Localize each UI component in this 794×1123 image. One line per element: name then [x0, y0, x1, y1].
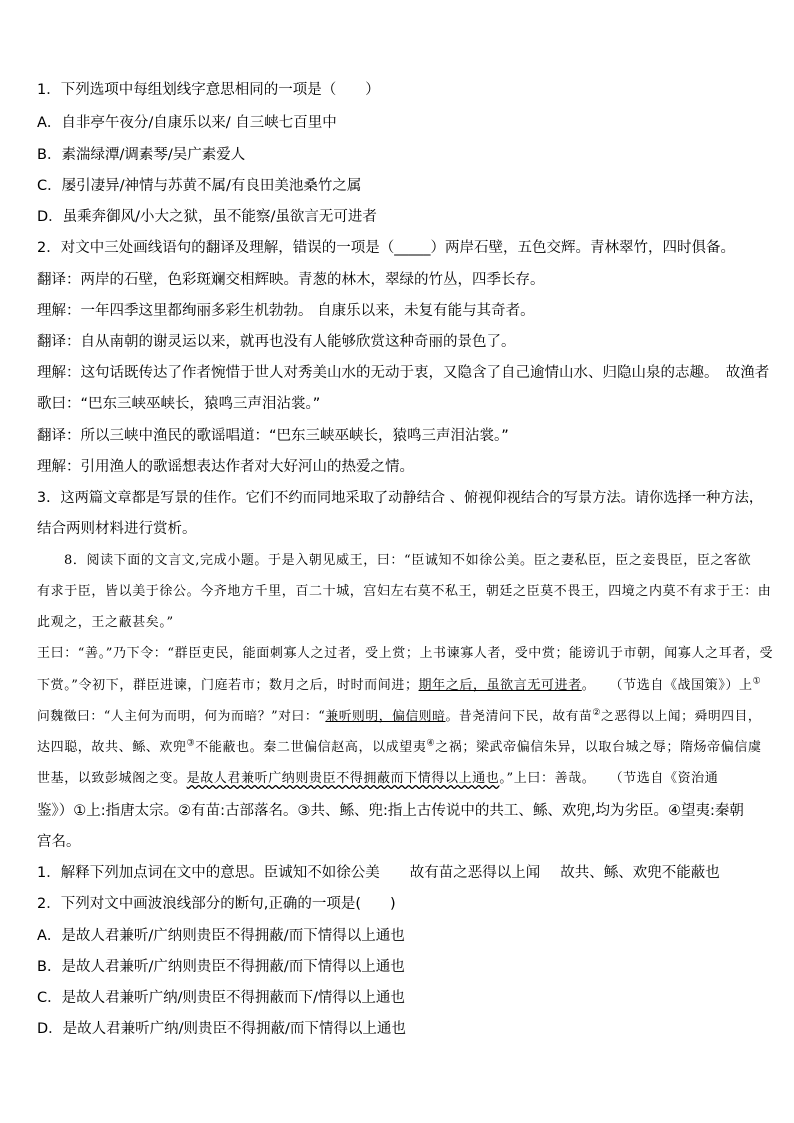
q1-option-d: D．虽乘奔御风/小大之狱，虽不能察/虽欲言无可进者 — [37, 209, 377, 225]
answer-blank: _____ — [394, 240, 431, 256]
sub2-option-b: B．是故人君兼听/广纳则贵臣不得拥蔽/而下情得以上通也 — [37, 959, 405, 975]
q2-translation-3: 翻译：所以三峡中渔民的歌谣唱道：“巴东三峡巫峡长，猿鸣三声泪沾裳。” — [37, 428, 509, 444]
sub2-option-c: C．是故人君兼听广纳/则贵臣不得拥蔽而下/情得以上通也 — [37, 990, 405, 1006]
wavy-underlined-sentence: 是故人君兼听广纳则贵臣不得拥蔽而下情得以上通也 — [186, 771, 500, 786]
passage-line-5: 下赏。”令初下，群臣进谏，门庭若市；数月之后，时时而间进；期年之后，虽欲言无可进者。 （节选自《战国策》）上① — [37, 676, 762, 693]
note-mark-2: ② — [592, 707, 602, 718]
sub2-option-a: A．是故人君兼听/广纳则贵臣不得拥蔽/而下情得以上通也 — [37, 928, 405, 944]
q1-option-b: B．素湍绿潭/调素琴/吴广素爱人 — [37, 147, 246, 163]
q2-fisher-song: 歌曰：“巴东三峡巫峡长，猿鸣三声泪沾裳。” — [37, 396, 321, 412]
underlined-sentence-1: 期年之后，虽欲言无可进者 — [418, 678, 582, 693]
underlined-sentence-2: 兼听则明，偏信则暗 — [325, 709, 446, 724]
q1-option-a: A．自非亭午夜分/自康乐以来/ 自三峡七百里中 — [37, 115, 337, 131]
q2-understanding-3: 理解：引用渔人的歌谣想表达作者对大好河山的热爱之情。 — [37, 459, 414, 475]
q2-translation-2: 翻译：自从南朝的谢灵运以来，就再也没有人能够欣赏这种奇丽的景色了。 — [37, 334, 516, 350]
passage-line-3: 此观之，王之蔽甚矣。” — [37, 615, 174, 630]
q2-translation-1: 翻译：两岸的石壁，色彩斑斓交相辉映。青葱的林木，翠绿的竹丛，四季长存。 — [37, 272, 545, 288]
passage-line-2: 有求于臣，皆以美于徐公。今齐地方千里，百二十城，宫妇左右莫不私王，朝廷之臣莫不畏王，四境之内莫不有求于王：由 — [37, 584, 772, 599]
q3-line-2: 结合两则材料进行赏析。 — [37, 521, 197, 537]
note-mark-1: ① — [752, 676, 762, 687]
sub2-stem: 2．下列对文中画波浪线部分的断句,正确的一项是( ) — [37, 896, 396, 912]
passage-notes: 鉴》）①上:指唐太宗。②有苗:古部落名。③共、鲧、兜:指上古传说中的共工、鲧、欢兜,均为劣臣。④望夷:秦朝 — [37, 803, 744, 819]
sub1-stem: 1．解释下列加点词在文中的意思。臣诚知不如徐公美 故有苗之恶得以上闻 故共、鲧、欢兜不能蔽也 — [37, 865, 720, 881]
passage-line-4: 王曰：“善。”乃下令：“群臣吏民，能面刺寡人之过者，受上赏；上书谏寡人者，受中赏；能谤讥于市朝，闻寡人之耳者，受 — [37, 646, 774, 661]
q1-option-c: C．屡引凄异/神情与苏黄不属/有良田美池桑竹之属 — [37, 178, 362, 194]
note-mark-3: ③ — [186, 738, 196, 749]
q1-stem: 1．下列选项中每组划线字意思相同的一项是（ ） — [37, 82, 380, 98]
passage-line-6: 问魏徵曰：“人主何为而明，何为而暗？”对曰：“兼听则明，偏信则暗。昔尧清问下民，故有苗②之恶得以上闻；舜明四目， — [37, 707, 762, 724]
sub2-option-d: D．是故人君兼听广纳/则贵臣不得拥蔽/而下情得以上通也 — [37, 1021, 406, 1037]
q3-line-1: 3．这两篇文章都是写景的佳作。它们不约而同地采取了动静结合 、俯视仰视结合的写景方法。请你选择一种方法， — [37, 490, 764, 506]
q2-understanding-1: 理解：一年四季这里都绚丽多彩生机勃勃。 自康乐以来，未复有能与其奇者。 — [37, 303, 535, 319]
q2-understanding-2: 理解：这句话既传达了作者惋惜于世人对秀美山水的无动于衷，又隐含了自己逾情山水、归隐山泉的志趣。 故渔者 — [37, 365, 770, 381]
passage-line-8: 世基，以致彭城阁之变。是故人君兼听广纳则贵臣不得拥蔽而下情得以上通也。”上曰：善哉。 （节选自《资治通 — [37, 771, 719, 786]
passage-line-7: 达四聪，故共、鲧、欢兜③不能蔽也。秦二世偏信赵高，以成望夷④之祸；梁武帝偏信朱异，以取台城之辱；隋炀帝偏信虞 — [37, 738, 762, 755]
q2-stem: 2．对文中三处画线语句的翻译及理解，错误的一项是（_____）两岸石壁，五色交辉。青林翠竹，四时俱备。 — [37, 240, 735, 256]
passage-notes-end: 宫名。 — [37, 834, 81, 850]
note-mark-4: ④ — [426, 738, 436, 749]
passage-line-1: 8．阅读下面的文言文,完成小题。于是入朝见威王，曰：“臣诚知不如徐公美。臣之妻私臣，臣之妾畏臣，臣之客欲 — [64, 553, 752, 568]
